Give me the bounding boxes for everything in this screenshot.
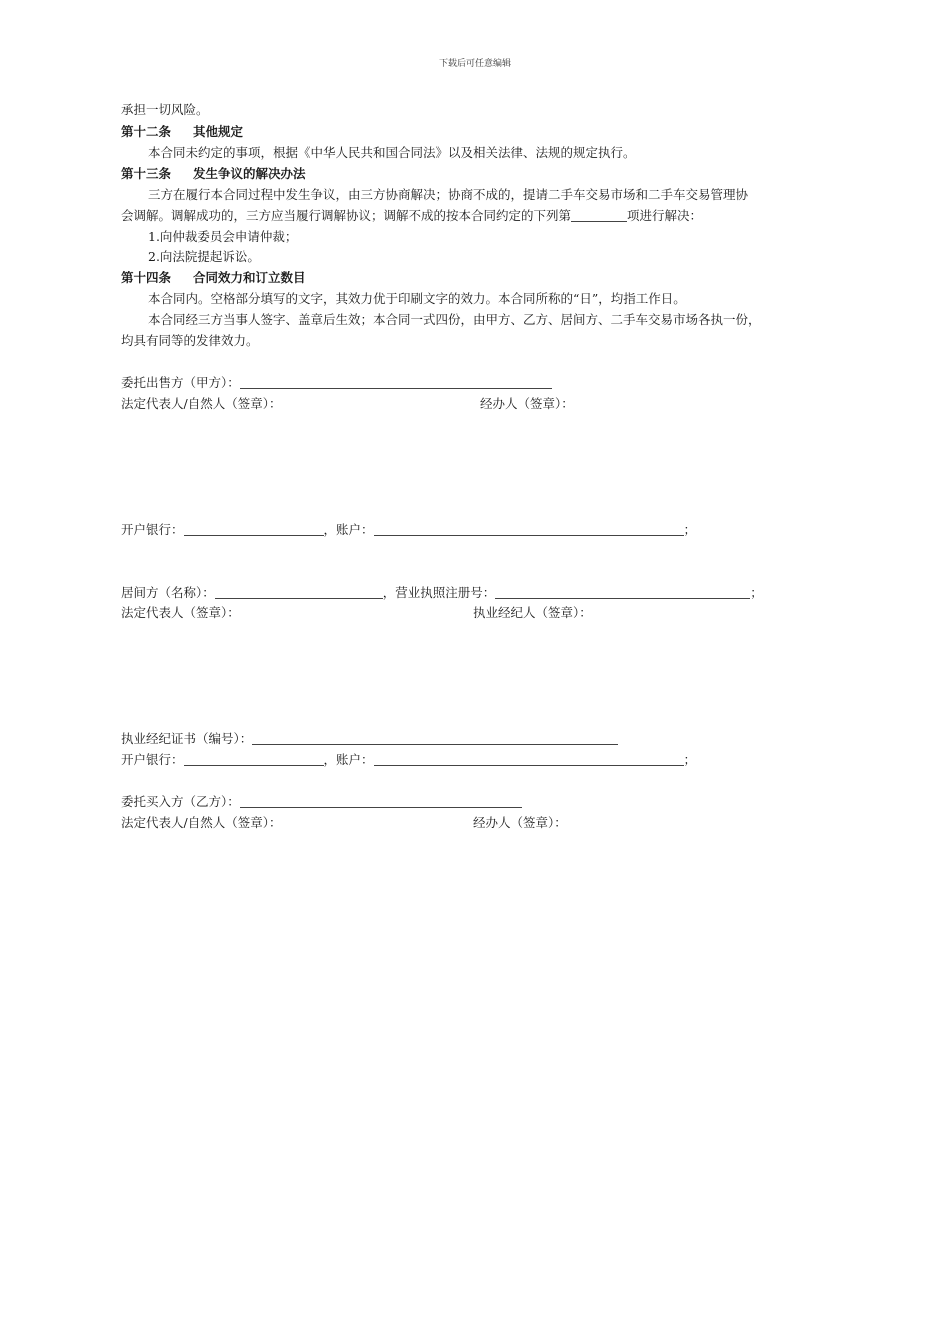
option-number-blank[interactable] bbox=[571, 209, 627, 222]
seller-bank-blank[interactable] bbox=[184, 523, 324, 536]
broker-cert-blank[interactable] bbox=[252, 732, 618, 745]
article-13-heading bbox=[121, 166, 306, 182]
article-13-title: 发生争议的解决办法 bbox=[193, 166, 306, 181]
article-13-text-1: 三方在履行本合同过程中发生争议，由三方协商解决；协商不成的，提请二手车交易市场和二手车交易管理协 bbox=[148, 187, 749, 202]
article-12-text: 本合同未约定的事项，根据《中华人民共和国合同法》以及相关法律、法规的规定执行。 bbox=[148, 145, 636, 160]
page-header: 下载后可任意编辑 bbox=[438, 59, 511, 69]
seller-name-row: 委托出售方（甲方）： bbox=[121, 375, 552, 391]
article-13-option-2: 2.向法院提起诉讼。 bbox=[148, 249, 260, 264]
buyer-name-row: 委托买入方（乙方）： bbox=[121, 794, 522, 810]
risk-text: 承担一切风险。 bbox=[121, 102, 209, 117]
broker-bank-row: 开户银行： ，账户： ； bbox=[121, 752, 697, 767]
article-14-title: 合同效力和订立数目 bbox=[193, 270, 306, 285]
article-14-text-2: 本合同经三方当事人签字、盖章后生效；本合同一式四份，由甲方、乙方、居间方、二手车交易市场各执一份， bbox=[148, 312, 761, 327]
seller-representative: 法定代表人/自然人（签章）： bbox=[121, 396, 282, 411]
article-12-heading bbox=[121, 124, 243, 140]
article-14-text-3: 均具有同等的发律效力。 bbox=[121, 333, 259, 348]
broker-agent: 执业经纪人（签章）： bbox=[473, 605, 592, 620]
broker-name-row: 居间方（名称）： ，营业执照注册号： ； bbox=[121, 585, 763, 600]
article-14-text-1: 本合同内。空格部分填写的文字，其效力优于印刷文字的效力。本合同所称的“日”，均指工作日。 bbox=[148, 291, 686, 306]
broker-account-blank[interactable] bbox=[374, 753, 684, 766]
broker-bank-blank[interactable] bbox=[184, 753, 324, 766]
broker-representative: 法定代表人（签章）： bbox=[121, 605, 240, 620]
article-13-text-2: 会调解。调解成功的，三方应当履行调解协议；调解不成的按本合同约定的下列第 项进行解决： bbox=[121, 208, 703, 223]
article-12-title: 其他规定 bbox=[193, 124, 244, 139]
seller-bank-row: 开户银行： ，账户： ； bbox=[121, 522, 697, 537]
seller-name-blank[interactable] bbox=[240, 376, 552, 389]
article-12-number: 第十二条 bbox=[121, 124, 172, 139]
article-14-number: 第十四条 bbox=[121, 270, 172, 285]
seller-account-blank[interactable] bbox=[374, 523, 684, 536]
broker-name-blank[interactable] bbox=[215, 586, 383, 599]
buyer-name-blank[interactable] bbox=[240, 795, 522, 808]
buyer-agent: 经办人（签章）： bbox=[473, 815, 567, 830]
article-13-option-1: 1.向仲裁委员会申请仲裁； bbox=[148, 229, 298, 244]
buyer-representative: 法定代表人/自然人（签章）： bbox=[121, 815, 282, 830]
article-13-number: 第十三条 bbox=[121, 166, 172, 181]
article-14-heading bbox=[121, 270, 306, 286]
broker-cert-row: 执业经纪证书（编号）： bbox=[121, 731, 618, 747]
seller-agent: 经办人（签章）： bbox=[480, 396, 574, 411]
broker-license-blank[interactable] bbox=[495, 586, 750, 599]
